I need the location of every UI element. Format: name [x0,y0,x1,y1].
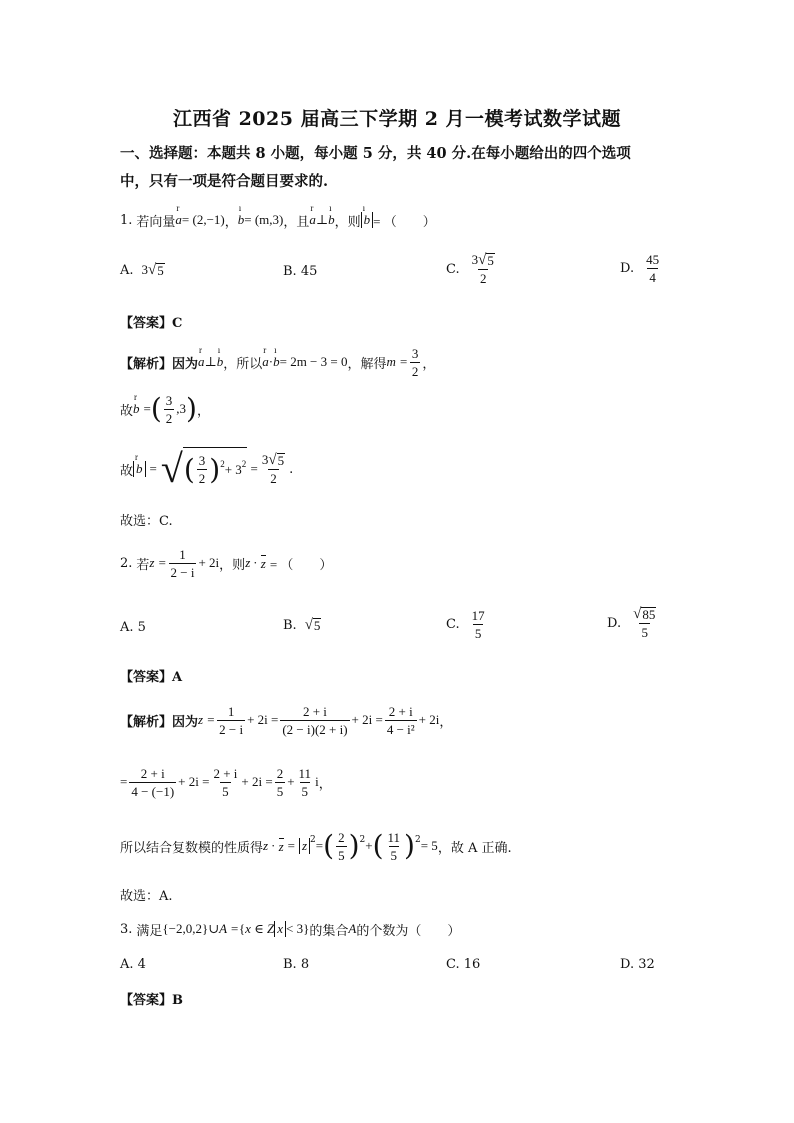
exponent: 2 [414,835,421,845]
text: ， [318,776,332,792]
fraction [280,704,349,737]
page-title: 江西省 2025 届高三下学期 2 月一模考试数学试题 [172,108,622,130]
numerator: 2 [276,765,284,781]
fraction [297,766,314,799]
denominator: 5 [390,847,398,863]
text: ， [422,356,436,372]
q1-explanation-3: 故 r b = √ ( $\frac{3}{2}$ ) 2 + 3 2 = 3 √ 5 2 . [120,446,293,492]
denominator: 2 − i [219,721,244,737]
denominator: 2 [411,363,419,379]
numerator: 3 [165,392,173,408]
text: z · [245,555,257,570]
numerator: 3 [198,453,206,468]
section-heading [120,140,680,196]
numerator: 1 [227,703,235,719]
text: 故 [120,463,134,479]
vector-b: ı b [328,212,335,228]
denominator: 4 [649,270,656,285]
vector-a: r a [309,212,316,228]
vector-a: r a [175,212,182,228]
q2-explanation-1 [120,700,452,740]
text: + 2i [198,555,220,570]
brace: } [303,921,310,936]
radicand: 5 [313,618,321,633]
union-symbol: ∪ [208,921,220,936]
q3-answer: 【答案】B [120,993,183,1008]
option-label: D. [620,261,635,276]
text: ， [196,403,210,419]
q1-option-d[interactable] [620,252,663,285]
text: = （ ） [269,556,333,572]
text: + 2i = [247,712,279,727]
fraction [410,346,421,379]
fraction [470,608,487,641]
q3-number: 3. [120,921,133,937]
q2-answer: 【答案】A [120,670,183,685]
q1-explanation-2: 故 r b = ( $\frac{3}{2}$ ,3 ) ， [120,390,210,428]
question-2-stem [120,545,332,581]
fraction [129,766,176,799]
variable-z: z = [149,555,167,570]
abs-x: x [274,921,286,937]
denominator: 2 [479,271,487,286]
fraction: √ 85 5 [633,606,656,640]
numerator: 2 + i [388,703,413,719]
q1-option-c[interactable] [446,252,499,286]
q3-option-c[interactable]: C. 16 [446,957,481,972]
q3-option-d[interactable]: D. 32 [620,957,655,972]
variable-z: z = [198,712,216,727]
vector-b: ı b [273,354,280,370]
denominator: 2 [198,471,206,486]
fraction [336,830,347,863]
sqrt: √ 5 [304,617,321,633]
text: ,3 [176,401,187,416]
fraction [385,704,417,737]
vector-a: r a [262,354,269,370]
text: 满足 [136,923,163,939]
brace: { [238,921,246,936]
set-a: A = [219,921,239,936]
section-heading-line1: 一、选择题：本题共 8 小题，每小题 5 分，共 40 分.在每小题给出的四个选项 [120,145,631,162]
equals: = [149,461,157,476]
option-label: C. [446,261,460,277]
equals: = [315,838,324,853]
q2-option-c[interactable] [446,608,489,641]
denominator: (2 − i)(2 + i) [282,721,348,737]
denominator: 5 [338,847,345,863]
q1-stem-text: 若向量 [136,214,176,230]
q2-option-d[interactable] [607,606,660,640]
q1-number: 1. [120,212,133,228]
denominator: 2 − i [170,564,195,580]
radicand: 85 [642,607,656,622]
denominator: 5 [222,783,229,799]
text: 的个数为（ ） [356,923,461,939]
abs-z: z [299,838,310,854]
option-label: B. [283,618,297,633]
text: + [287,774,295,789]
denominator: 5 [641,625,648,640]
denominator: 5 [474,626,482,641]
q1-final: 故选：C. [120,514,173,529]
denominator: 4 − i² [386,721,415,737]
text: < 3 [286,921,304,936]
numerator: 45 [646,252,660,267]
numerator: 2 + i [302,703,327,719]
q2-explanation-3: 所以结合复数模的性质得 z · z = z 2 = ( $\frac{2}{5}$ ) 2 + ( $\frac{11}{5}$ ) 2 = 5 ，故 A 正确. [120,829,512,863]
text: ，所以 [223,356,263,372]
variable-m: m = [386,354,408,369]
text: + 2i = [178,774,210,789]
q2-number: 2. [120,555,133,571]
denominator: 2 [270,471,277,486]
perp-symbol: ⊥ [315,212,329,227]
vector-a: r a [198,354,205,370]
numerator: 17 [471,608,485,623]
option-label: C. [446,617,460,632]
q1-option-b[interactable]: B. 45 [283,264,318,279]
vector-b: r b [133,401,140,417]
text: . [289,461,294,477]
q1-b-value: = (m,3) [244,212,284,227]
denominator: 2 [165,410,173,426]
q2-explanation-2 [120,762,332,802]
text: 故 [120,403,134,419]
q1-tail: = （ ） [373,213,436,229]
q1-option-a[interactable] [120,262,165,278]
denominator: 5 [276,783,284,799]
text: ，则 [219,557,246,573]
conjugate-z: z [260,555,266,571]
equals: = [287,838,295,853]
option-label: D. [607,615,622,631]
question-1-stem: 1. 若向量 r a = (2,−1) ， ı b = (m,3) ，且 r a ⊥ ı b ，则 ı b = （ ） [120,210,436,230]
option-label: A. [120,262,134,278]
text: x ∈ Z [245,921,275,936]
fraction [275,766,286,799]
equals: = [120,774,128,789]
text: + 3 [224,461,242,477]
text: + 2i = [241,774,273,789]
numerator: 11 [298,765,312,781]
text: z · [263,838,275,853]
q1-explanation-1: 【解析】因为 r a ⊥ ı b ，所以 r a · ı b = 2m − 3 = 0 ，解得 m = $\frac{3}{2}$ ， [120,345,435,379]
text: 的集合 [309,923,349,939]
exponent: 2 [241,458,247,469]
fraction [164,393,175,426]
radicand: 5 [487,253,494,268]
radicand: 5 [277,453,285,468]
text: ， [439,714,453,730]
coef: 3 [471,252,479,267]
explanation-label: 【解析】因为 [120,714,199,730]
numerator: 11 [387,829,401,845]
explanation-label: 【解析】因为 [120,356,199,372]
numerator: 1 [179,546,186,562]
equation: = 2m − 3 = 0 [279,354,348,369]
fraction [211,766,239,799]
numerator: 2 [338,829,345,845]
vector-b: ı b [217,354,224,370]
fraction [644,252,661,285]
exponent: 2 [359,835,366,845]
question-3-stem [120,918,460,940]
abs-vector-b: r b [133,461,146,477]
text: + 2i = [351,712,383,727]
text: i [315,774,319,789]
vector-b: ı b [238,212,245,228]
text: + 2i [418,712,440,727]
q1-then: ，则 [334,214,361,230]
denominator: 5 [301,783,309,799]
denominator: 4 − (−1) [131,783,175,799]
sqrt: √ ( $\frac{3}{2}$ ) 2 + 3 2 [160,446,247,491]
fraction [386,830,403,863]
q3-option-b[interactable]: B. 8 [283,957,310,972]
set-expression: {−2,0,2} [162,921,209,936]
q1-answer: 【答案】C [120,316,183,331]
abs-vector-b: ı b [361,212,374,228]
q3-option-a[interactable]: A. 4 [120,957,146,972]
q2-final: 故选：A. [120,889,173,904]
sqrt: √ 5 [148,261,164,278]
exponent: 2 [310,835,316,845]
q2-option-a[interactable]: A. 5 [120,620,146,635]
fraction [217,704,245,737]
q2-option-b[interactable] [283,618,321,633]
text: 所以结合复数模的性质得 [120,840,264,856]
section-heading-line2: 中，只有一项是符合题目要求的. [120,173,329,190]
fraction: 3 √ 5 2 [471,252,494,286]
fraction [197,453,208,486]
numerator: 2 + i [140,765,165,781]
text: = 5 [420,838,438,853]
text: ，故 A 正确. [437,840,512,856]
radicand: 5 [157,262,164,278]
text: ，解得 [347,356,387,372]
coef: 3 [141,262,149,277]
set-a: A [348,921,357,936]
q1-a-value: = (2,−1) [181,212,225,227]
text: + [365,838,373,853]
numerator: 3 [411,345,419,361]
coef: 3 [261,452,269,467]
conjugate-z: z [278,838,284,854]
text: 若 [136,557,150,573]
equals: = [143,401,151,416]
numerator: 2 + i [213,765,238,781]
fraction [169,547,197,580]
fraction: 3 √ 5 2 [261,452,285,486]
exponent: 2 [220,458,225,469]
